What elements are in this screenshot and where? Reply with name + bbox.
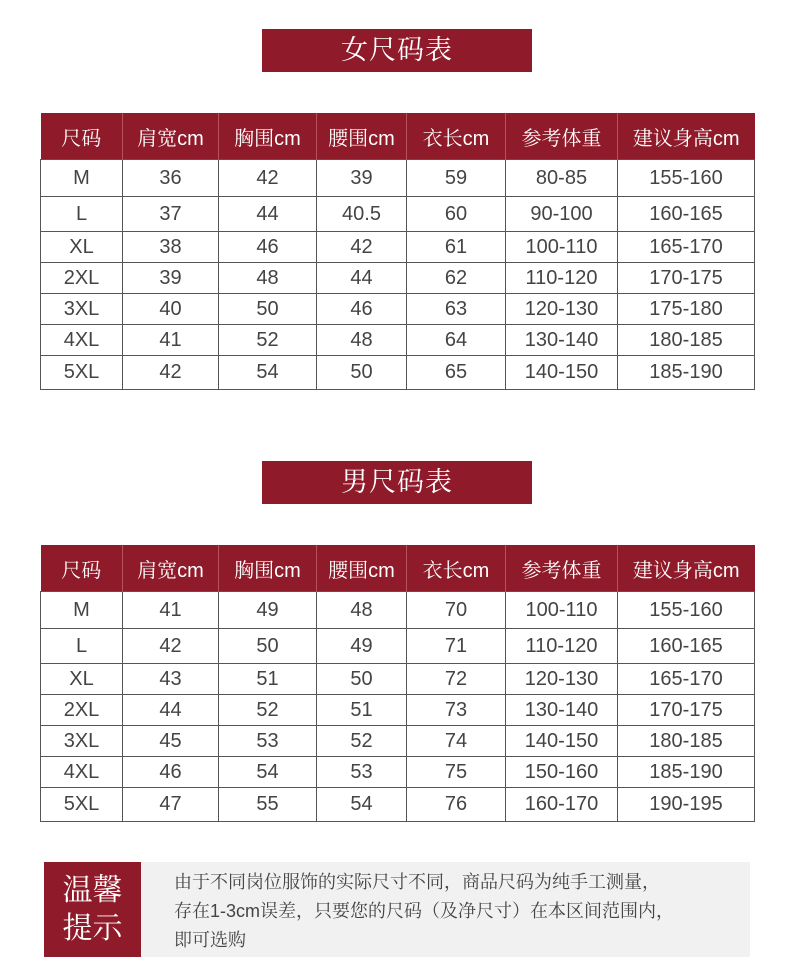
cell-weight: 140-150 [506,356,618,390]
cell-length: 75 [407,757,506,788]
cell-height: 185-190 [618,757,755,788]
cell-weight: 80-85 [506,160,618,197]
cell-weight: 140-150 [506,726,618,757]
cell-size: L [41,197,123,232]
cell-size: 4XL [41,325,123,356]
cell-chest: 44 [219,197,317,232]
cell-chest: 54 [219,356,317,390]
cell-height: 160-165 [618,629,755,664]
header-shoulder: 肩宽cm [123,545,219,592]
cell-shoulder: 42 [123,629,219,664]
tip-line: 即可选购 [174,930,246,950]
cell-chest: 48 [219,263,317,294]
cell-length: 60 [407,197,506,232]
cell-size: M [41,592,123,629]
cell-length: 62 [407,263,506,294]
header-weight: 参考体重 [506,545,618,592]
header-size: 尺码 [41,113,123,160]
cell-height: 170-175 [618,695,755,726]
cell-weight: 110-120 [506,263,618,294]
cell-length: 73 [407,695,506,726]
cell-weight: 150-160 [506,757,618,788]
cell-weight: 100-110 [506,592,618,629]
table-row [41,356,755,390]
cell-waist: 50 [317,664,407,695]
table-header-row [41,113,755,160]
cell-shoulder: 41 [123,592,219,629]
cell-length: 61 [407,232,506,263]
cell-chest: 53 [219,726,317,757]
cell-length: 70 [407,592,506,629]
cell-length: 63 [407,294,506,325]
cell-shoulder: 40 [123,294,219,325]
men-size-table [40,545,755,822]
table-row [41,160,755,197]
cell-chest: 54 [219,757,317,788]
cell-size: 2XL [41,263,123,294]
cell-length: 64 [407,325,506,356]
cell-size: 5XL [41,788,123,822]
table-row [41,592,755,629]
cell-waist: 50 [317,356,407,390]
cell-weight: 90-100 [506,197,618,232]
cell-shoulder: 45 [123,726,219,757]
cell-waist: 42 [317,232,407,263]
tip-label [44,862,141,957]
cell-height: 165-170 [618,232,755,263]
cell-chest: 46 [219,232,317,263]
cell-length: 74 [407,726,506,757]
cell-size: XL [41,664,123,695]
header-length: 衣长cm [407,113,506,160]
header-height: 建议身高cm [618,545,755,592]
table-row [41,294,755,325]
cell-shoulder: 43 [123,664,219,695]
cell-height: 165-170 [618,664,755,695]
tip-label-line1: 温馨 [62,873,123,907]
cell-waist: 40.5 [317,197,407,232]
cell-shoulder: 37 [123,197,219,232]
cell-weight: 160-170 [506,788,618,822]
table-row [41,629,755,664]
cell-weight: 130-140 [506,695,618,726]
cell-size: 2XL [41,695,123,726]
cell-waist: 48 [317,325,407,356]
cell-height: 155-160 [618,160,755,197]
cell-size: XL [41,232,123,263]
women-size-chart-title: 女尺码表 [262,29,532,72]
cell-length: 76 [407,788,506,822]
cell-height: 160-165 [618,197,755,232]
table-row [41,664,755,695]
cell-weight: 120-130 [506,664,618,695]
women-size-table [40,113,755,390]
cell-shoulder: 44 [123,695,219,726]
cell-size: L [41,629,123,664]
header-length: 衣长cm [407,545,506,592]
table-row [41,788,755,822]
cell-size: 3XL [41,726,123,757]
table-row [41,757,755,788]
cell-height: 170-175 [618,263,755,294]
cell-chest: 50 [219,294,317,325]
header-shoulder: 肩宽cm [123,113,219,160]
tip-label-line2: 提示 [62,911,123,945]
cell-size: M [41,160,123,197]
cell-height: 180-185 [618,726,755,757]
table-row [41,695,755,726]
table-row [41,726,755,757]
table-row [41,232,755,263]
cell-height: 155-160 [618,592,755,629]
cell-size: 5XL [41,356,123,390]
cell-shoulder: 42 [123,356,219,390]
table-header-row [41,545,755,592]
cell-size: 3XL [41,294,123,325]
tip-line: 由于不同岗位服饰的实际尺寸不同，商品尺码为纯手工测量， [174,872,660,892]
cell-shoulder: 41 [123,325,219,356]
cell-waist: 54 [317,788,407,822]
table-row [41,325,755,356]
cell-chest: 52 [219,695,317,726]
cell-waist: 49 [317,629,407,664]
tip-line: 存在1-3cm误差，只要您的尺码（及净尺寸）在本区间范围内， [174,901,675,921]
cell-chest: 52 [219,325,317,356]
cell-weight: 120-130 [506,294,618,325]
tip-text [174,868,739,955]
header-chest: 胸围cm [219,545,317,592]
header-chest: 胸围cm [219,113,317,160]
table-row [41,263,755,294]
cell-waist: 48 [317,592,407,629]
cell-size: 4XL [41,757,123,788]
cell-waist: 53 [317,757,407,788]
cell-height: 185-190 [618,356,755,390]
cell-shoulder: 47 [123,788,219,822]
cell-weight: 110-120 [506,629,618,664]
cell-waist: 52 [317,726,407,757]
cell-chest: 55 [219,788,317,822]
cell-shoulder: 36 [123,160,219,197]
cell-height: 175-180 [618,294,755,325]
cell-height: 180-185 [618,325,755,356]
header-size: 尺码 [41,545,123,592]
cell-waist: 51 [317,695,407,726]
cell-shoulder: 39 [123,263,219,294]
header-waist: 腰围cm [317,113,407,160]
cell-chest: 51 [219,664,317,695]
header-height: 建议身高cm [618,113,755,160]
cell-shoulder: 46 [123,757,219,788]
cell-shoulder: 38 [123,232,219,263]
cell-weight: 100-110 [506,232,618,263]
cell-waist: 46 [317,294,407,325]
tip-box [44,862,750,957]
cell-chest: 42 [219,160,317,197]
cell-length: 72 [407,664,506,695]
cell-height: 190-195 [618,788,755,822]
cell-length: 59 [407,160,506,197]
cell-waist: 39 [317,160,407,197]
header-weight: 参考体重 [506,113,618,160]
men-size-chart-title: 男尺码表 [262,461,532,504]
cell-length: 71 [407,629,506,664]
cell-waist: 44 [317,263,407,294]
table-row [41,197,755,232]
cell-weight: 130-140 [506,325,618,356]
cell-chest: 50 [219,629,317,664]
cell-length: 65 [407,356,506,390]
header-waist: 腰围cm [317,545,407,592]
cell-chest: 49 [219,592,317,629]
